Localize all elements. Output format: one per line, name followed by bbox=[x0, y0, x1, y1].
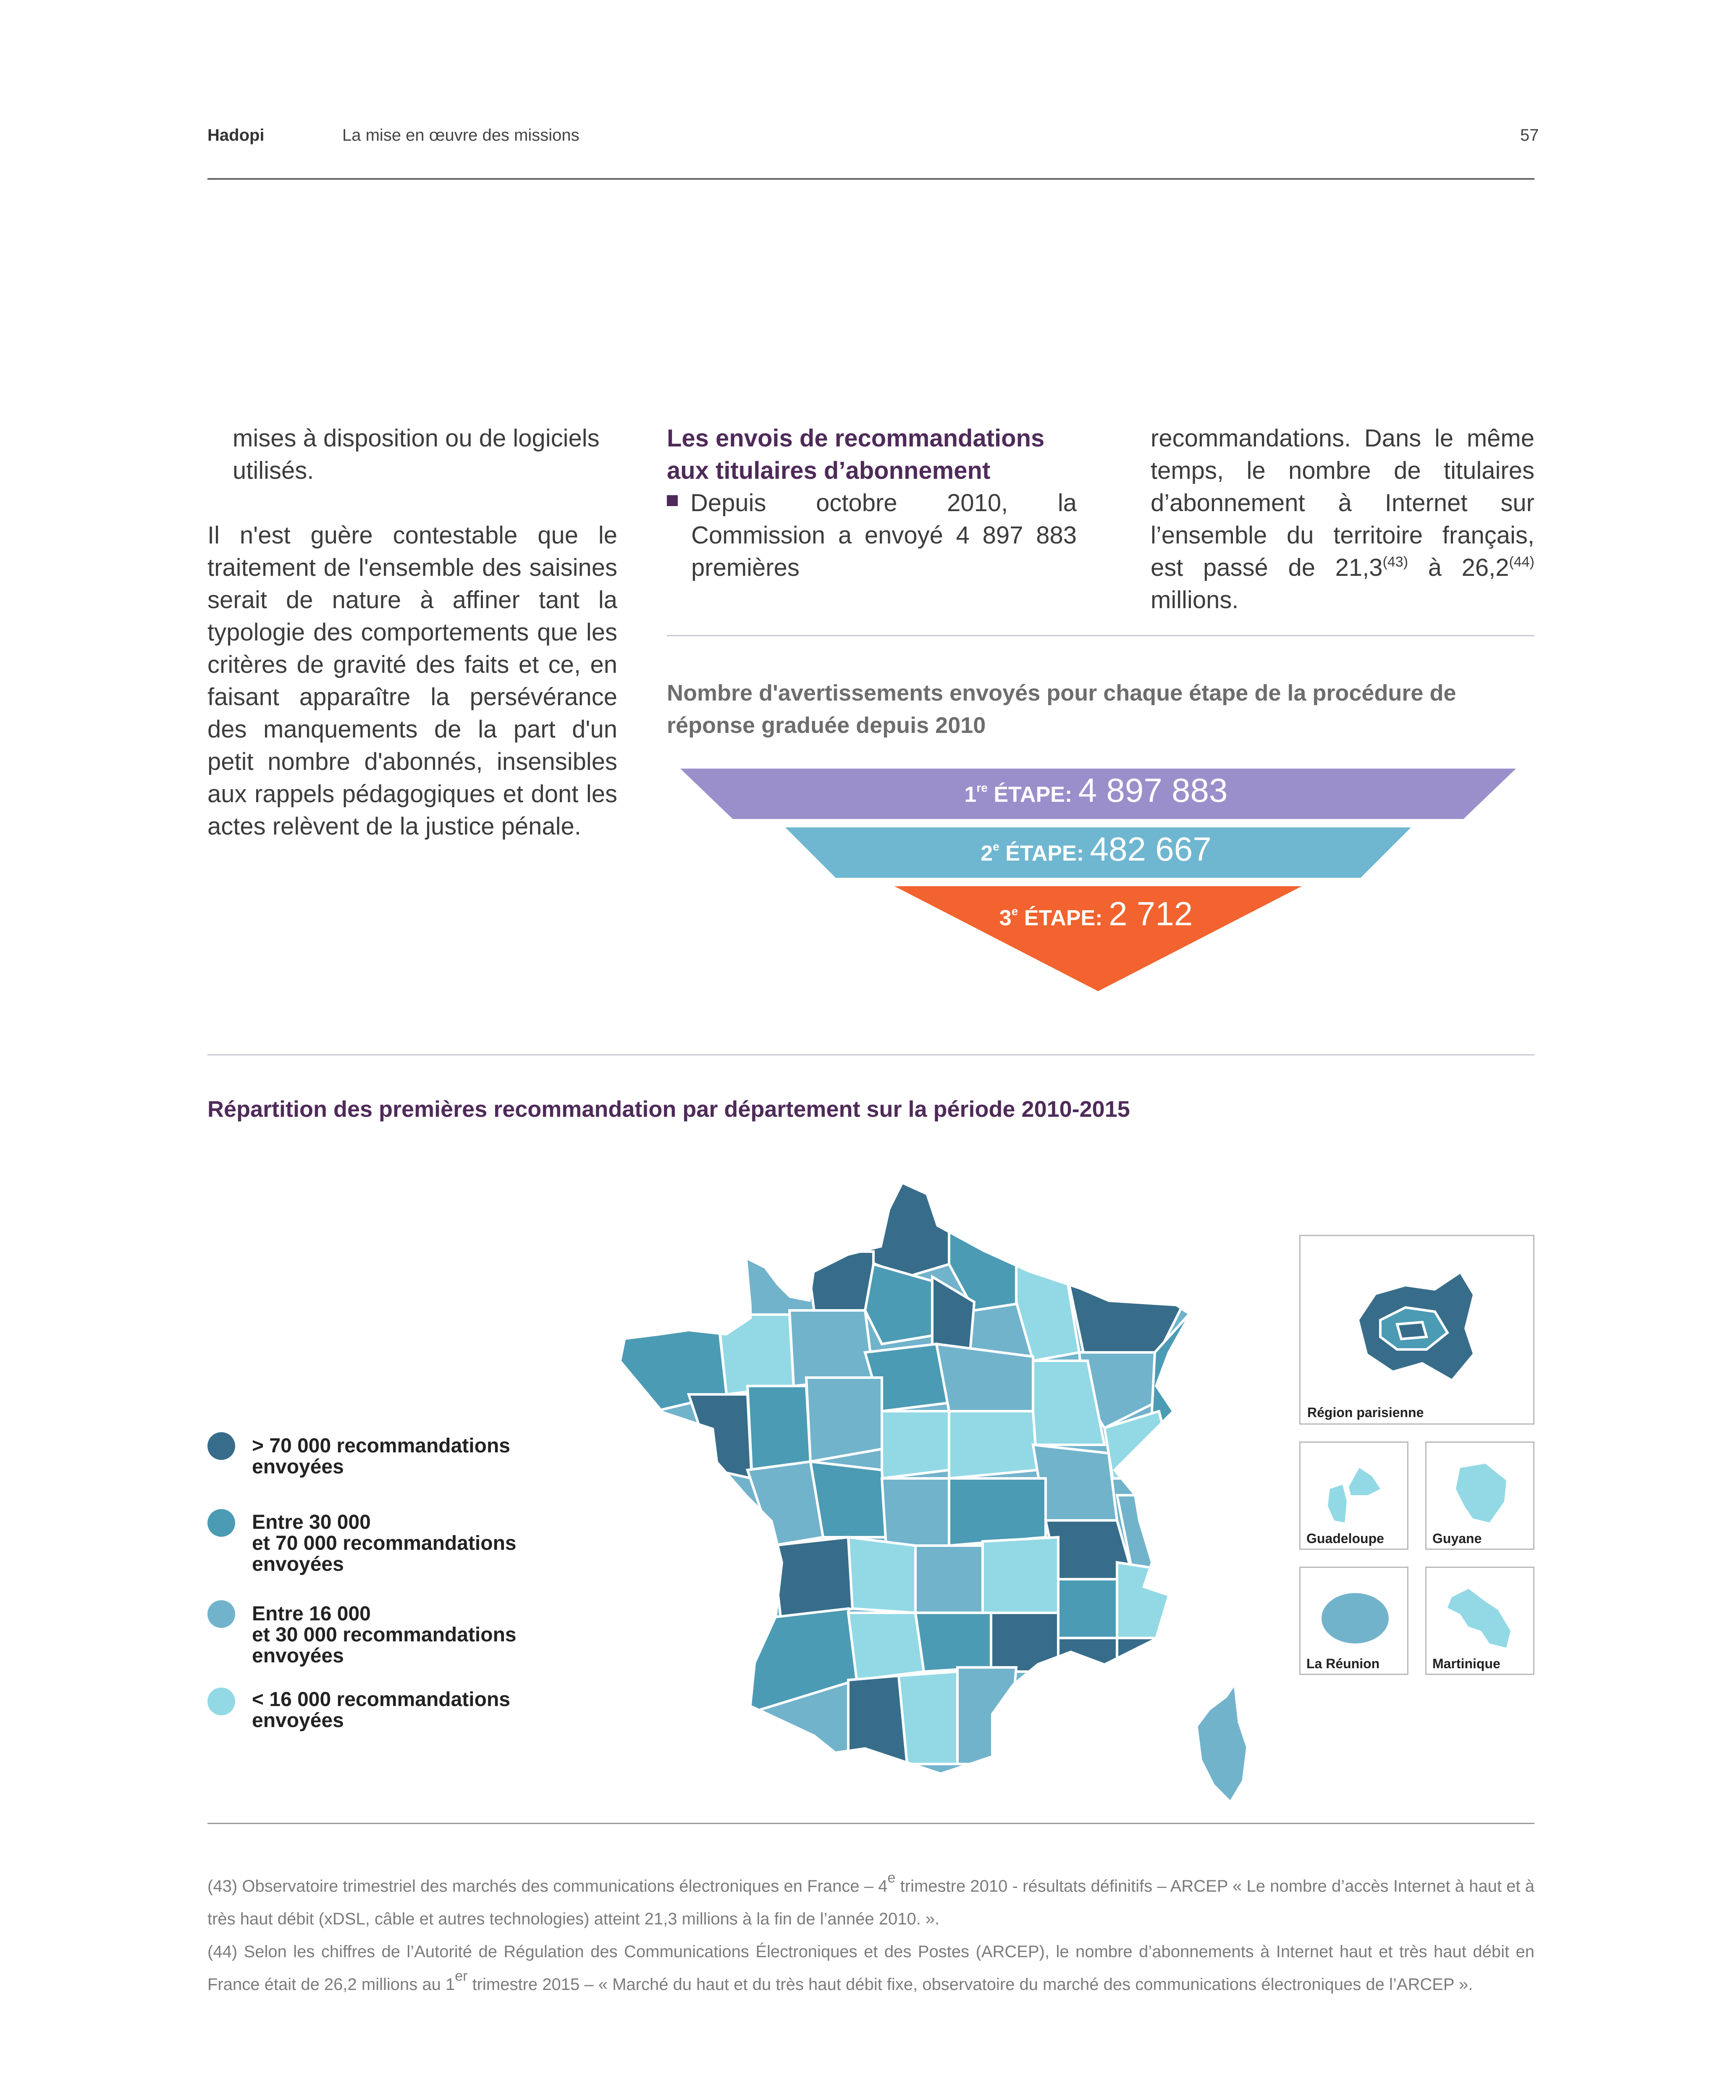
section-heading: Les envois de recommandations aux titulaires d’abonnement bbox=[667, 425, 1045, 484]
legend-item-3: Entre 16 000 et 30 000 recommandations envoyées bbox=[252, 1603, 517, 1667]
right-column bbox=[1151, 422, 1534, 616]
footnote-44: (44) Selon les chiffres de l’Autorité de Régulation des Communications Électroniques et des Postes (ARCEP), le nombre d’abonnements à Internet haut et très haut débit en France était de 26,2 millions au 1er trimestre 2015 – « Marché du haut et du très haut débit fixe, observatoire du marché des communications électroniques de l’ARCEP ». bbox=[207, 1942, 1534, 1994]
indent-line-2: utilisés. bbox=[233, 457, 314, 484]
header-rule bbox=[207, 178, 1534, 180]
footnotes bbox=[207, 1870, 1534, 2001]
indent-line-1: mises à disposition ou de logiciels bbox=[233, 425, 600, 452]
inset-guyane bbox=[1425, 1441, 1534, 1550]
right-paragraph: recommandations. Dans le même temps, le nombre de titulaires d’abonnement à Internet sur l’ensemble du territoire français, est passé de 21,3$^{(43)}$ à 26,2$^{(44)}$ millions. bbox=[1151, 425, 1534, 614]
inset-label-guadeloupe: Guadeloupe bbox=[1306, 1531, 1384, 1546]
bullet-square-icon bbox=[667, 495, 678, 506]
chart-title: Nombre d'avertissements envoyés pour chaque étape de la procédure de réponse graduée depuis 2010 bbox=[667, 680, 1456, 738]
inset-guadeloupe bbox=[1299, 1441, 1408, 1550]
footnote-43: (43) Observatoire trimestriel des marchés des communications électroniques en France – 4e trimestre 2010 - résultats définitifs – ARCEP « Le nombre d’accès Internet à haut et à très haut débit (xDSL, câble et autres technologies) atteint 21,3 millions à la fin de l’année 2010. ». bbox=[207, 1870, 1534, 1928]
middle-column bbox=[667, 422, 1077, 584]
page-number: 57 bbox=[1520, 126, 1539, 144]
legend-item-2: Entre 30 000 et 70 000 recommandations envoyées bbox=[252, 1511, 517, 1575]
stage-1-value: 4 897 883 bbox=[1078, 772, 1228, 809]
legend-item-4: < 16 000 recommandations envoyées bbox=[252, 1688, 510, 1732]
inset-label-guyane: Guyane bbox=[1432, 1531, 1482, 1546]
header-section-title: La mise en œuvre des missions bbox=[342, 126, 580, 144]
left-column bbox=[207, 422, 617, 843]
funnel-label-3: 3e ÉTAPE: 2 712 bbox=[999, 895, 1193, 932]
indent-lines bbox=[207, 422, 617, 487]
legend-swatch-2 bbox=[207, 1509, 235, 1537]
martinique-map bbox=[1443, 1585, 1519, 1656]
footnote-ref-44: (44) bbox=[1509, 554, 1534, 570]
region-parisienne-map bbox=[1351, 1270, 1477, 1383]
funnel-label-2: 2e ÉTAPE: 482 667 bbox=[981, 830, 1212, 868]
inset-label-martinique: Martinique bbox=[1432, 1656, 1500, 1671]
footnote-ref-43: (43) bbox=[1382, 554, 1408, 570]
bullet-paragraph: Depuis octobre 2010, la Commission a envoyé 4 897 883 premières bbox=[667, 487, 1077, 584]
stage-2-value: 482 667 bbox=[1090, 830, 1212, 868]
inset-martinique bbox=[1425, 1567, 1534, 1675]
inset-region-parisienne bbox=[1299, 1235, 1534, 1425]
map-title: Répartition des premières recommandation par département sur la période 2010-2015 bbox=[207, 1097, 1130, 1122]
left-paragraph: Il n'est guère contestable que le traitement de l'ensemble des saisines serait de nature à affiner tant la typologie des comportements que les critères de gravité des faits et ce, en faisant apparaître la persévérance des manquements de la part d'un petit nombre d'abonnés, insensibles aux rappels pédagogiques et dont les actes relèvent de la justice pénale. bbox=[207, 522, 617, 840]
inset-label-reunion: La Réunion bbox=[1306, 1656, 1380, 1671]
footnote-rule bbox=[207, 1823, 1534, 1824]
legend-swatch-3 bbox=[207, 1600, 235, 1628]
guadeloupe-map bbox=[1322, 1464, 1389, 1527]
guyane-map bbox=[1448, 1460, 1515, 1527]
legend-swatch-4 bbox=[207, 1688, 235, 1715]
inset-label-paris: Région parisienne bbox=[1307, 1405, 1424, 1420]
section-divider-2 bbox=[207, 1054, 1534, 1055]
legend-item-1: > 70 000 recommandations envoyées bbox=[252, 1435, 510, 1478]
section-divider bbox=[667, 635, 1534, 636]
funnel-label-1: 1re ÉTAPE: 4 897 883 bbox=[964, 772, 1228, 809]
legend-swatch-1 bbox=[207, 1432, 235, 1460]
stage-3-value: 2 712 bbox=[1109, 895, 1193, 932]
header-brand: Hadopi bbox=[207, 126, 265, 144]
inset-la-reunion bbox=[1299, 1567, 1408, 1675]
corsica-shape bbox=[1197, 1684, 1247, 1802]
la-reunion-map bbox=[1317, 1589, 1393, 1652]
france-map bbox=[613, 1176, 1260, 1806]
